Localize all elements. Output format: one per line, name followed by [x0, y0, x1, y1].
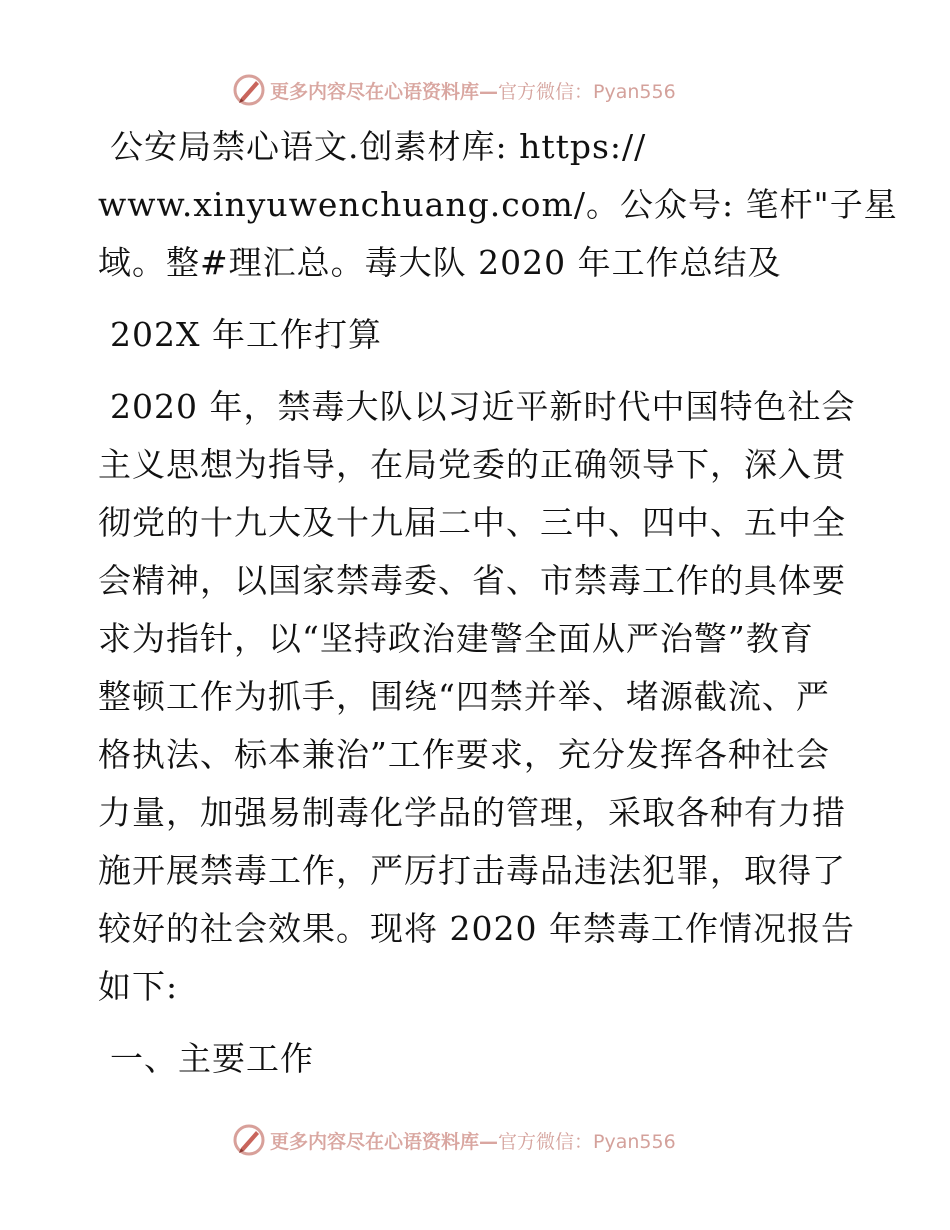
document-subtitle: 202X 年工作打算: [110, 315, 382, 354]
paragraph-line: 力量，加强易制毒化学品的管理，采取各种有力措: [98, 793, 846, 832]
pen-logo-icon: [232, 73, 266, 107]
title-line: 域。整#理汇总。毒大队 2020 年工作总结及: [98, 243, 782, 282]
paragraph-line: 较好的社会效果。现将 2020 年禁毒工作情况报告: [98, 909, 855, 948]
watermark-banner-top: [232, 70, 752, 110]
pen-logo-icon: [232, 1123, 266, 1157]
paragraph-line: 如下:: [98, 967, 179, 1006]
paragraph-line: 彻党的十九大及十九届二中、三中、四中、五中全: [98, 503, 846, 542]
watermark-wechat-text: 官方微信：Pyan556: [498, 80, 676, 103]
paragraph-line: 主义思想为指导，在局党委的正确领导下，深入贯: [98, 445, 846, 484]
title-line: www.xinyuwenchuang.com/。公众号: 笔杆"子星: [98, 185, 898, 224]
paragraph-line: 整顿工作为抓手，围绕“四禁并举、堵源截流、严: [98, 677, 830, 716]
paragraph-line: 格执法、标本兼治”工作要求，充分发挥各种社会: [98, 735, 830, 774]
watermark-site-text: 更多内容尽在心语资料库—: [270, 80, 499, 103]
paragraph-line: 求为指针，以“坚持政治建警全面从严治警”教育: [98, 619, 814, 658]
document-body: [98, 118, 898, 1088]
paragraph-line: 会精神，以国家禁毒委、省、市禁毒工作的具体要: [98, 561, 846, 600]
watermark-site-text: 更多内容尽在心语资料库—: [270, 1130, 499, 1153]
watermark-banner-bottom: [232, 1120, 752, 1160]
watermark-wechat-text: 官方微信：Pyan556: [498, 1130, 676, 1153]
paragraph-line: 2020 年，禁毒大队以习近平新时代中国特色社会: [110, 387, 856, 426]
section-heading: 一、主要工作: [110, 1039, 314, 1078]
title-line: 公安局禁心语文.创素材库: https://: [110, 127, 647, 166]
paragraph-line: 施开展禁毒工作，严厉打击毒品违法犯罪，取得了: [98, 851, 846, 890]
